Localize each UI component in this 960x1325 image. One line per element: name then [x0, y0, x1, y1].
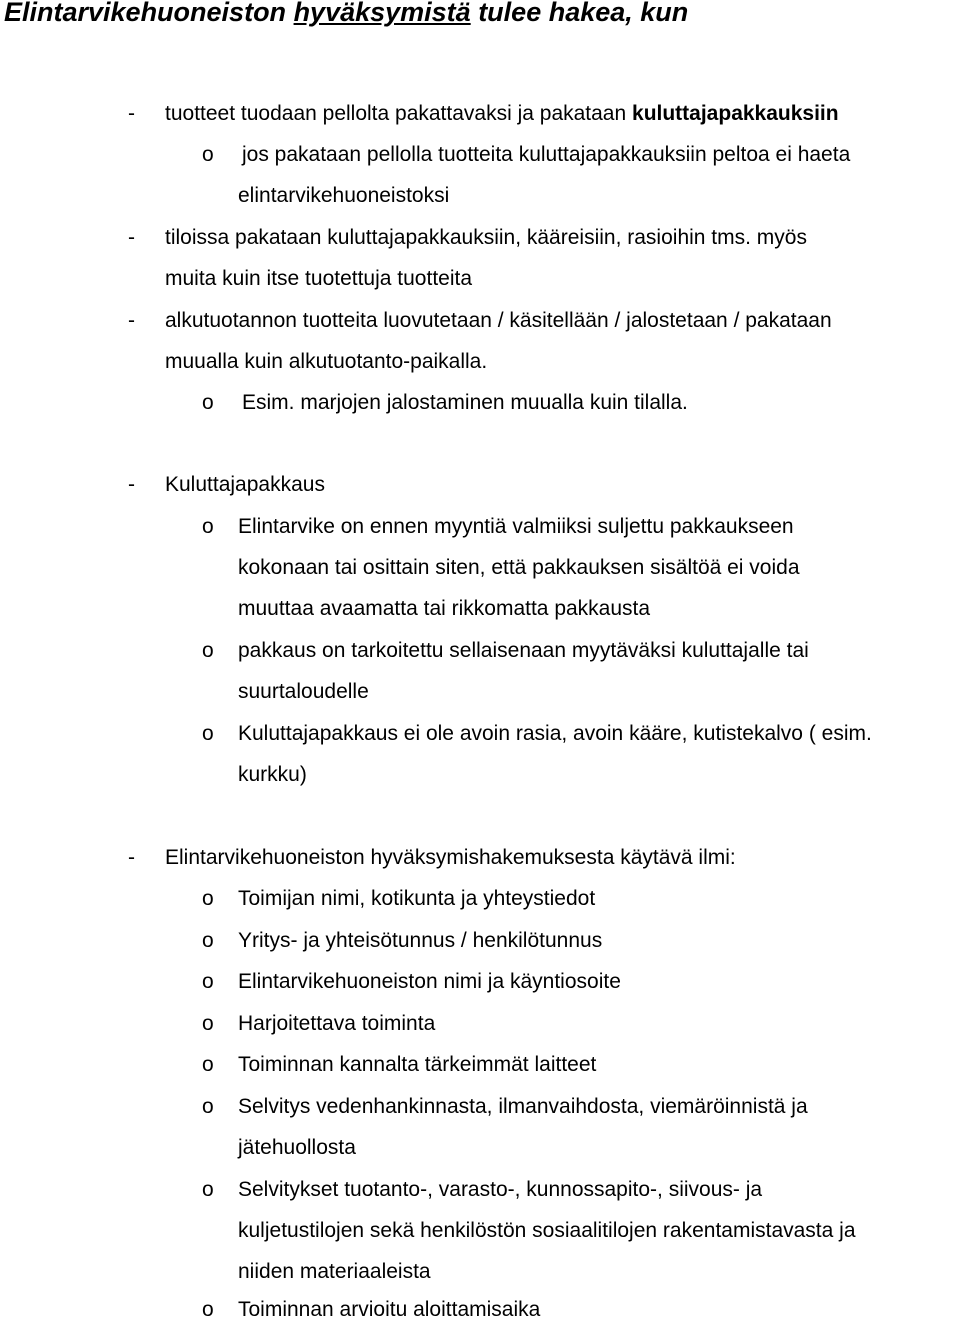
- circle-bullet: o: [202, 143, 214, 166]
- circle-bullet: o: [202, 1053, 214, 1076]
- circle-bullet: o: [202, 1298, 214, 1321]
- dash-bullet: -: [128, 226, 135, 249]
- circle-bullet: o: [202, 929, 214, 952]
- list-item: jätehuollosta: [238, 1136, 356, 1159]
- section-heading: Elintarvikehuoneiston hyväksymishakemuksesta käytävä ilmi:: [165, 846, 736, 869]
- sub-item-line: elintarvikehuoneistoksi: [238, 184, 450, 207]
- sub-item-line: pakkaus on tarkoitettu sellaisenaan myytäväksi kuluttajalle tai: [238, 639, 809, 662]
- circle-bullet: o: [202, 1095, 214, 1118]
- sub-item-line: kurkku): [238, 763, 307, 786]
- sub-item-line: muuttaa avaamatta tai rikkomatta pakkausta: [238, 597, 651, 620]
- list-item: Selvitys vedenhankinnasta, ilmanvaihdosta, viemäröinnistä ja: [238, 1095, 808, 1118]
- dash-bullet: -: [128, 473, 135, 496]
- list-item: Yritys- ja yhteisötunnus / henkilötunnus: [238, 929, 603, 952]
- title-part3: tulee hakea, kun: [470, 0, 689, 27]
- circle-bullet: o: [202, 639, 214, 662]
- sub-item-line: Esim. marjojen jalostaminen muualla kuin tilalla.: [242, 391, 688, 414]
- list-item: Toimijan nimi, kotikunta ja yhteystiedot: [238, 887, 596, 910]
- list-item-line: tiloissa pakataan kuluttajapakkauksiin, kääreisiin, rasioihin tms. myös: [165, 226, 807, 249]
- section-heading: Kuluttajapakkaus: [165, 473, 325, 496]
- item-text: tuotteet tuodaan pellolta pakattavaksi ja pakataan: [165, 102, 633, 125]
- page-title: [4, 0, 688, 29]
- list-item: Toiminnan arvioitu aloittamisaika: [238, 1298, 541, 1321]
- circle-bullet: o: [202, 515, 214, 538]
- circle-bullet: o: [202, 391, 214, 414]
- dash-bullet: -: [128, 846, 135, 869]
- sub-item-line: kokonaan tai osittain siten, että pakkauksen sisältöä ei voida: [238, 556, 800, 579]
- sub-item-line: Kuluttajapakkaus ei ole avoin rasia, avoin kääre, kutistekalvo ( esim.: [238, 722, 872, 745]
- list-item: niiden materiaaleista: [238, 1260, 431, 1283]
- circle-bullet: o: [202, 887, 214, 910]
- title-part1: Elintarvikehuoneiston: [4, 0, 294, 27]
- circle-bullet: o: [202, 970, 214, 993]
- list-item: Toiminnan kannalta tärkeimmät laitteet: [238, 1053, 597, 1076]
- circle-bullet: o: [202, 1012, 214, 1035]
- list-item: Selvitykset tuotanto-, varasto-, kunnossapito-, siivous- ja: [238, 1178, 763, 1201]
- circle-bullet: o: [202, 1178, 214, 1201]
- sub-item-line: jos pakataan pellolla tuotteita kuluttajapakkauksiin peltoa ei haeta: [242, 143, 851, 166]
- list-item-line: muualla kuin alkutuotanto-paikalla.: [165, 350, 488, 373]
- sub-item-line: Elintarvike on ennen myyntiä valmiiksi suljettu pakkaukseen: [238, 515, 794, 538]
- list-item-line: muita kuin itse tuotettuja tuotteita: [165, 267, 473, 290]
- list-item: kuljetustilojen sekä henkilöstön sosiaalitilojen rakentamistavasta ja: [238, 1219, 856, 1242]
- list-item-line: alkutuotannon tuotteita luovutetaan / käsitellään / jalostetaan / pakataan: [165, 309, 832, 332]
- sub-item-line: suurtaloudelle: [238, 680, 369, 703]
- list-item: Harjoitettava toiminta: [238, 1012, 436, 1035]
- dash-bullet: -: [128, 102, 135, 125]
- title-underlined-word: hyväksymistä: [293, 0, 471, 27]
- list-item-line: [165, 101, 839, 127]
- list-item: Elintarvikehuoneiston nimi ja käyntiosoite: [238, 970, 621, 993]
- circle-bullet: o: [202, 722, 214, 745]
- item-emphasis: kuluttajapakkauksiin: [632, 102, 839, 125]
- dash-bullet: -: [128, 309, 135, 332]
